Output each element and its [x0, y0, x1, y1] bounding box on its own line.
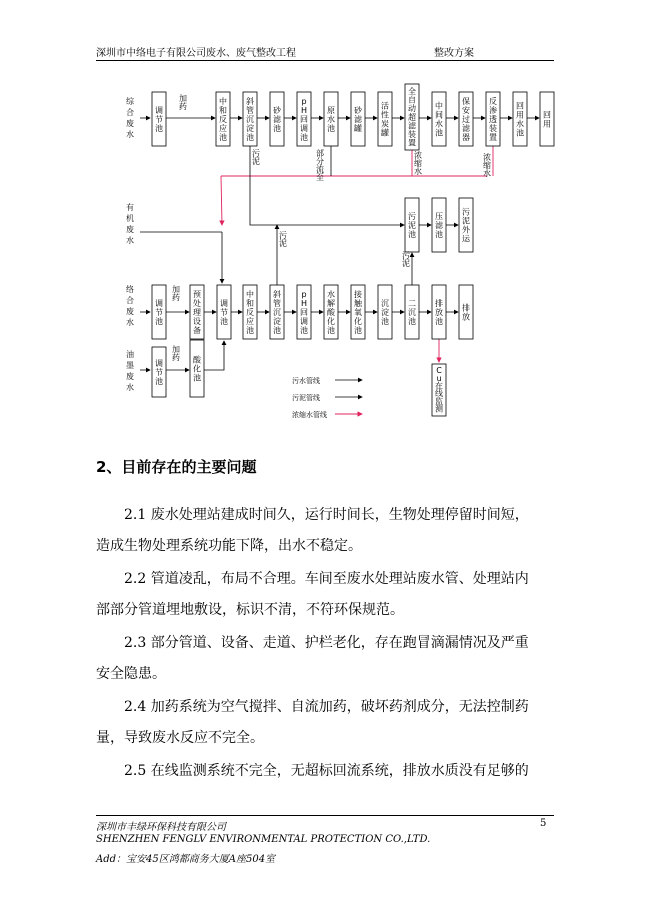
svg-text:节: 节 — [155, 115, 163, 124]
process-flow-diagram — [0, 0, 646, 440]
svg-text:保: 保 — [462, 97, 470, 106]
svg-text:炭: 炭 — [381, 119, 389, 129]
legend-label: 浓缩水管线 — [292, 411, 327, 419]
svg-text:泥: 泥 — [408, 221, 416, 230]
svg-text:活: 活 — [381, 101, 389, 111]
concentrate-label-1-char: 浓 — [414, 151, 422, 160]
row1-unit — [378, 92, 392, 146]
svg-text:二: 二 — [408, 299, 416, 308]
row3-unit — [405, 285, 419, 339]
svg-text:池: 池 — [516, 128, 524, 138]
svg-text:水: 水 — [327, 290, 335, 299]
svg-text:C: C — [436, 366, 442, 376]
para-line: 安全隐患。 — [96, 666, 166, 682]
footer-address: Add：宝安45区鸿都商务大厦A座504室 — [96, 854, 276, 865]
svg-text:调: 调 — [300, 124, 308, 133]
svg-text:在: 在 — [435, 381, 443, 391]
svg-text:池: 池 — [273, 124, 281, 133]
svg-text:排: 排 — [435, 299, 443, 308]
svg-text:池: 池 — [246, 326, 254, 335]
svg-text:应: 应 — [246, 317, 254, 326]
source-label-4-char: 墨 — [126, 361, 134, 370]
concentrate-label-1-char: 缩 — [414, 159, 422, 168]
svg-text:性: 性 — [381, 110, 389, 120]
svg-text:反: 反 — [219, 115, 227, 124]
para-line: 2.1 废水处理站建成时间久，运行时间长，生物处理停留时间短， — [124, 507, 529, 523]
sludge-unit — [432, 198, 446, 252]
para-line: 造成生物处理系统功能下降，出水不稳定。 — [96, 538, 362, 554]
para-line: 部部分管道埋地敷设，标识不清，不符环保规范。 — [96, 602, 404, 618]
svg-text:中: 中 — [246, 290, 254, 299]
svg-text:砂: 砂 — [354, 106, 362, 115]
svg-text:放: 放 — [462, 312, 470, 322]
svg-text:处: 处 — [193, 299, 201, 308]
svg-text:压: 压 — [435, 212, 443, 221]
svg-text:砂: 砂 — [273, 106, 281, 115]
svg-text:H: H — [300, 299, 308, 308]
svg-text:p: p — [301, 290, 307, 299]
paragraph-2-4 — [96, 692, 552, 754]
source-label-1 — [126, 96, 135, 139]
source-label-3-char: 水 — [126, 318, 134, 327]
source-label-2-char: 废 — [126, 225, 134, 234]
svg-text:安: 安 — [462, 106, 470, 115]
svg-text:中: 中 — [219, 97, 227, 106]
svg-text:斜: 斜 — [246, 97, 254, 106]
sludge-label-2 — [279, 231, 287, 248]
para-line: 2.4 加药系统为空气搅拌、自流加药，破坏药剂成分，无法控制药 — [124, 699, 529, 715]
svg-text:池: 池 — [408, 317, 416, 326]
svg-text:水: 水 — [327, 115, 335, 124]
sludge-line — [250, 146, 404, 225]
svg-text:淀: 淀 — [381, 308, 389, 317]
svg-text:酸: 酸 — [327, 308, 335, 317]
row1-unit — [540, 92, 554, 146]
svg-text:用: 用 — [516, 110, 524, 120]
svg-text:泥: 泥 — [462, 216, 470, 226]
page-number: 5 — [540, 818, 547, 829]
sludge-unit — [459, 198, 473, 252]
svg-text:触: 触 — [354, 299, 362, 308]
svg-text:滤: 滤 — [273, 115, 281, 124]
svg-text:池: 池 — [220, 317, 228, 326]
concentrate-label-2-char: 浓 — [483, 153, 491, 162]
svg-text:装: 装 — [489, 124, 497, 133]
source-label-1-char: 综 — [126, 97, 134, 106]
row1-unit — [486, 92, 500, 146]
source-label-2-char: 有 — [126, 203, 134, 212]
svg-text:回: 回 — [300, 308, 308, 317]
svg-text:滤: 滤 — [462, 124, 470, 133]
dose-label-1-char: 加 — [179, 94, 187, 103]
row3-unit — [432, 285, 446, 339]
svg-text:置: 置 — [489, 133, 497, 142]
para-line: 2.2 管道凌乱，布局不合理。车间至废水处理站废水管、处理站内 — [124, 571, 529, 587]
svg-text:渗: 渗 — [489, 106, 497, 115]
svg-text:管: 管 — [246, 106, 254, 115]
sludge-label-1 — [252, 149, 260, 166]
dose-label-2-char: 药 — [172, 293, 180, 302]
svg-text:中: 中 — [435, 101, 443, 111]
svg-text:应: 应 — [219, 124, 227, 133]
dose-label-1 — [179, 93, 187, 111]
dose-label-3 — [172, 344, 180, 362]
svg-text:罐: 罐 — [354, 124, 362, 133]
section-title: 2、目前存在的主要问题 — [96, 458, 257, 476]
svg-text:全: 全 — [408, 87, 416, 97]
partial-flow-label-char: 分 — [316, 157, 324, 166]
row1-unit — [324, 92, 338, 146]
row1-unit — [513, 92, 527, 146]
svg-text:滤: 滤 — [354, 115, 362, 124]
paragraph-2-2 — [96, 564, 552, 626]
dose-label-2 — [172, 284, 180, 302]
source-label-3-char: 络 — [126, 285, 134, 294]
row3-unit — [152, 285, 166, 339]
svg-text:污: 污 — [408, 212, 416, 221]
svg-text:淀: 淀 — [246, 124, 254, 133]
row1-unit — [243, 92, 257, 146]
concentrate-line — [221, 176, 222, 225]
paragraph-2-3 — [96, 628, 552, 690]
sludge-label-3 — [402, 251, 410, 268]
svg-text:池: 池 — [246, 133, 254, 142]
svg-text:器: 器 — [462, 133, 470, 142]
legend-label: 污泥管线 — [292, 394, 320, 402]
svg-text:滤: 滤 — [435, 221, 443, 230]
svg-text:用: 用 — [543, 119, 551, 129]
flow-line — [204, 341, 224, 370]
para-line: 量，导致废水反应不完全。 — [96, 730, 264, 746]
svg-text:外: 外 — [462, 225, 470, 235]
svg-text:沉: 沉 — [408, 308, 416, 317]
svg-text:自: 自 — [408, 95, 416, 105]
svg-text:设: 设 — [193, 317, 201, 326]
svg-text:解: 解 — [327, 299, 335, 308]
svg-text:回: 回 — [516, 101, 524, 111]
dose-label-3-char: 加 — [172, 345, 180, 354]
svg-text:反: 反 — [246, 308, 254, 317]
source-label-4-char: 油 — [126, 350, 134, 359]
row4-unit — [190, 340, 204, 397]
source-label-4-char: 水 — [126, 383, 134, 392]
sludge-label-2-char: 泥 — [279, 239, 287, 248]
svg-text:理: 理 — [193, 308, 201, 317]
online-monitor — [432, 364, 446, 416]
svg-text:酸: 酸 — [193, 355, 201, 365]
row3-unit — [270, 285, 284, 339]
source-label-2-char: 机 — [126, 214, 134, 223]
source-label-1-char: 水 — [126, 130, 134, 139]
partial-flow-label-char: 流 — [316, 165, 324, 174]
svg-text:u: u — [436, 373, 442, 383]
svg-text:装: 装 — [408, 129, 416, 139]
svg-text:池: 池 — [300, 133, 308, 142]
svg-text:调: 调 — [300, 317, 308, 326]
sludge-unit — [405, 198, 419, 252]
svg-text:排: 排 — [462, 303, 470, 313]
svg-text:测: 测 — [435, 404, 443, 414]
para-line: 2.3 部分管道、设备、走道、护栏老化，存在跑冒滴漏情况及严重 — [124, 635, 529, 651]
source-label-1-char: 合 — [126, 108, 134, 117]
row1-unit — [297, 92, 311, 146]
svg-text:化: 化 — [327, 317, 335, 326]
svg-text:过: 过 — [462, 115, 470, 124]
svg-text:监: 监 — [435, 396, 443, 406]
svg-text:污: 污 — [462, 207, 470, 217]
svg-text:备: 备 — [193, 326, 201, 335]
concentrate-label-1 — [414, 150, 422, 176]
partial-flow-label — [316, 148, 324, 182]
row1-unit — [152, 92, 166, 146]
svg-text:池: 池 — [435, 317, 443, 326]
header-company: 深圳市中络电子有限公司废水、废气整改工程 — [96, 48, 296, 59]
source-label-1-char: 废 — [126, 119, 134, 128]
svg-text:预: 预 — [193, 290, 201, 299]
svg-text:斜: 斜 — [273, 290, 281, 299]
svg-text:超: 超 — [408, 112, 416, 122]
svg-text:池: 池 — [327, 124, 335, 133]
sludge-label-3-char: 污 — [402, 251, 410, 260]
sludge-label-2-char: 污 — [279, 231, 287, 240]
sludge-label-1-char: 泥 — [252, 157, 260, 166]
row3-unit — [324, 285, 338, 339]
source-label-3-char: 废 — [126, 307, 134, 316]
svg-text:池: 池 — [327, 326, 335, 335]
svg-text:池: 池 — [381, 317, 389, 326]
svg-text:节: 节 — [155, 368, 163, 377]
svg-text:水: 水 — [435, 119, 443, 129]
svg-text:和: 和 — [219, 106, 227, 115]
svg-text:原: 原 — [327, 106, 335, 115]
concentrate-label-2 — [483, 152, 491, 178]
row3-unit — [378, 285, 392, 339]
svg-text:间: 间 — [435, 110, 443, 120]
svg-text:池: 池 — [155, 317, 163, 326]
svg-text:化: 化 — [354, 317, 362, 326]
svg-text:H: H — [300, 106, 308, 115]
svg-text:透: 透 — [489, 115, 497, 124]
svg-text:调: 调 — [155, 299, 163, 308]
header-doc-title: 整改方案 — [434, 48, 474, 59]
row3-unit — [351, 285, 365, 339]
svg-text:运: 运 — [462, 234, 470, 244]
svg-text:沉: 沉 — [246, 115, 254, 124]
svg-text:池: 池 — [435, 230, 443, 239]
svg-text:池: 池 — [300, 326, 308, 335]
concentrate-label-1-char: 水 — [414, 167, 422, 176]
source-label-2-char: 水 — [126, 236, 134, 245]
svg-text:池: 池 — [408, 230, 416, 239]
svg-text:池: 池 — [219, 133, 227, 142]
dose-label-1-char: 药 — [179, 102, 187, 111]
svg-text:沉: 沉 — [273, 308, 281, 317]
row1-unit — [216, 92, 230, 146]
svg-text:p: p — [301, 97, 307, 106]
row3-unit — [217, 285, 231, 339]
svg-text:和: 和 — [246, 299, 254, 308]
partial-flow-label-char: 至 — [316, 173, 324, 182]
row3-unit — [459, 285, 473, 339]
sludge-label-3-char: 泥 — [402, 259, 410, 268]
sludge-label-1-char: 污 — [252, 149, 260, 158]
svg-text:池: 池 — [155, 124, 163, 133]
svg-text:接: 接 — [354, 290, 362, 299]
svg-text:池: 池 — [193, 373, 201, 383]
svg-text:回: 回 — [300, 115, 308, 124]
svg-text:调: 调 — [155, 359, 163, 368]
row3-unit — [190, 285, 204, 339]
paragraph-2-5 — [96, 756, 552, 787]
svg-text:管: 管 — [273, 299, 281, 308]
legend-label: 污水管线 — [292, 377, 320, 385]
row1-unit — [432, 92, 446, 146]
source-label-2 — [126, 202, 134, 245]
source-label-4-char: 废 — [126, 372, 134, 381]
svg-text:线: 线 — [435, 389, 443, 399]
concentrate-label-2-char: 水 — [483, 169, 491, 178]
svg-text:池: 池 — [155, 377, 163, 386]
concentrate-label-2-char: 缩 — [483, 161, 491, 170]
row1-unit — [459, 92, 473, 146]
partial-flow-label-char: 部 — [316, 149, 324, 158]
source-label-3 — [126, 284, 134, 327]
para-line: 2.5 在线监测系统不完全，无超标回流系统，排放水质没有足够的 — [124, 763, 529, 779]
svg-text:反: 反 — [489, 97, 497, 106]
source-label-3-char: 合 — [126, 296, 134, 305]
row3-unit — [243, 285, 257, 339]
svg-text:罐: 罐 — [381, 128, 389, 138]
svg-text:动: 动 — [408, 104, 416, 114]
row3-unit — [297, 285, 311, 339]
svg-text:回: 回 — [543, 110, 551, 120]
footer-company-cn: 深圳市丰绿环保科技有限公司 — [96, 822, 226, 833]
row4-unit — [152, 347, 166, 397]
row1-unit — [351, 92, 365, 146]
svg-text:氧: 氧 — [354, 308, 362, 317]
row1-unit — [405, 84, 419, 150]
svg-text:池: 池 — [354, 326, 362, 335]
svg-text:调: 调 — [155, 106, 163, 115]
svg-text:置: 置 — [408, 138, 416, 148]
dose-label-2-char: 加 — [172, 285, 180, 294]
svg-text:化: 化 — [193, 364, 201, 374]
paragraph-2-1 — [96, 500, 552, 562]
svg-text:滤: 滤 — [408, 121, 416, 131]
row1-unit — [270, 92, 284, 146]
svg-text:淀: 淀 — [273, 317, 281, 326]
svg-text:放: 放 — [435, 308, 443, 317]
source-label-4 — [126, 349, 134, 392]
svg-text:节: 节 — [220, 308, 228, 317]
footer-divider — [96, 815, 554, 816]
footer-company-en: SHENZHEN FENGLV ENVIRONMENTAL PROTECTION CO.,LTD. — [96, 834, 431, 845]
svg-text:调: 调 — [220, 299, 228, 308]
svg-text:池: 池 — [273, 326, 281, 335]
svg-text:节: 节 — [155, 308, 163, 317]
svg-text:沉: 沉 — [381, 299, 389, 308]
svg-text:水: 水 — [516, 119, 524, 129]
dose-label-3-char: 药 — [172, 353, 180, 362]
svg-text:池: 池 — [435, 128, 443, 138]
